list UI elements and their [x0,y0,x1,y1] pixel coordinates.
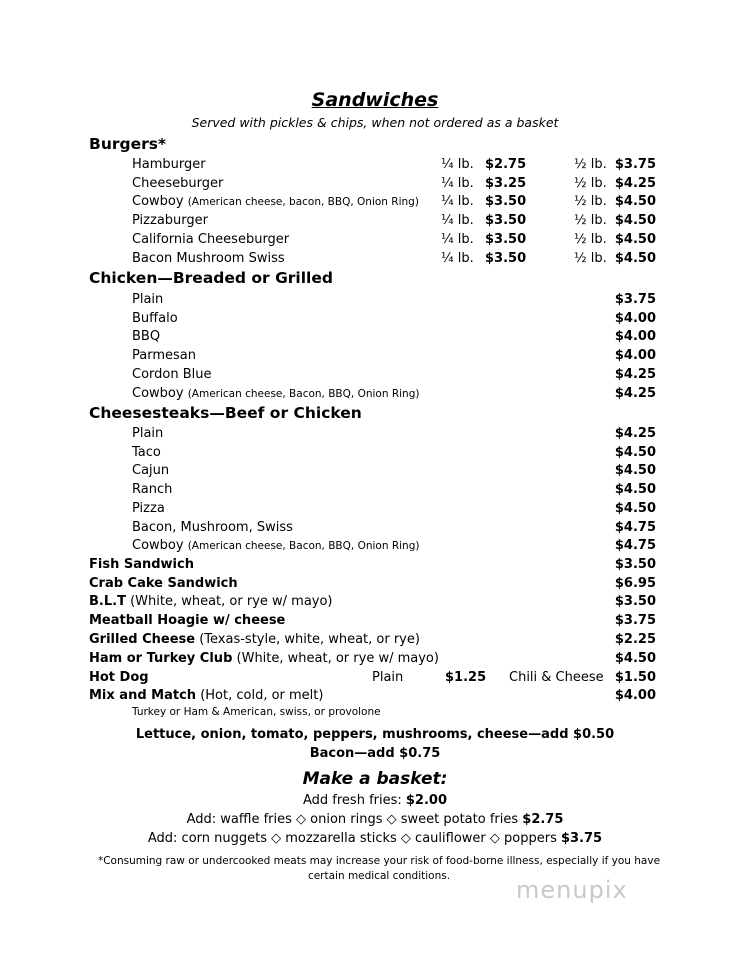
chicken-row-name [132,330,160,343]
chicken-row-price: $4.25 [614,385,656,401]
hot-dog-name: Hot Dog [89,670,149,685]
half-size-label: ½ lb. [574,250,607,266]
cheesesteak-row-price: $4.50 [614,463,656,479]
mix-match-name: Mix and Match [89,688,197,703]
sandwich-name [89,577,238,590]
chicken-row-price: $4.00 [614,329,656,345]
sandwich-name [89,633,420,646]
quarter-price: $2.75 [485,157,527,172]
cheesesteak-row-price: $4.50 [614,500,656,516]
chicken-row-price: $4.00 [614,348,656,364]
half-price: $4.50 [614,231,656,247]
sandwich-name [89,652,439,665]
basket-line-2-price: $2.75 [522,812,564,827]
burger-name [132,177,223,190]
chicken-row-name [132,368,212,381]
sandwich-price: $6.95 [614,575,656,591]
half-size-label: ½ lb. [574,213,607,229]
basket-line-3-price: $3.75 [560,831,603,846]
hot-dog-plain-price: $1.25 [445,670,487,685]
cheesesteak-row-price: $4.75 [614,538,656,554]
sandwich-price: $3.75 [614,613,656,629]
watermark: menupix [516,876,628,904]
page-title: Sandwiches [311,89,439,111]
sandwich-name-text: Meatball Hoagie w/ cheese [89,613,286,629]
cheesesteak-row-name-text: Ranch [132,482,173,498]
quarter-size-label: ¼ lb. [441,231,474,247]
burger-name-text: Hamburger [132,157,206,172]
quarter-size-label: ¼ lb. [441,250,474,266]
chicken-row-name-text: Parmesan [132,348,196,364]
section-heading-burgers: Burgers* [89,135,167,153]
cheesesteak-row-price: $4.50 [614,444,656,460]
chicken-row-price: $4.25 [614,366,656,382]
half-price: $3.75 [614,157,656,172]
sandwich-name-text: Ham or Turkey Club [89,650,233,666]
chicken-row-name-text: Cordon Blue [132,366,212,382]
quarter-size-label: ¼ lb. [441,175,474,191]
chicken-row-name [132,387,419,400]
burger-note: (American cheese, bacon, BBQ, Onion Ring) [187,196,419,209]
cheesesteak-row-price: $4.75 [614,519,656,535]
sandwich-name [89,558,194,571]
basket-line-1-text: Add fresh fries: [302,793,406,808]
half-size-label: ½ lb. [574,194,607,210]
section-heading-chicken: Chicken—Breaded or Grilled [89,269,333,287]
page-subtitle: Served with pickles & chips, when not ordered as a basket [191,115,559,130]
chicken-row-name [132,312,178,325]
half-size-label: ½ lb. [574,231,607,247]
cheesesteak-row-name [132,539,419,552]
quarter-size-label: ¼ lb. [441,213,474,229]
sandwich-name-text: B.L.T [89,594,126,610]
sandwich-price: $3.50 [614,557,656,572]
chicken-row-price: $4.00 [614,310,656,326]
half-price: $4.50 [614,250,656,266]
cheesesteak-row-name-text: Pizza [132,500,165,516]
mix-match-text [89,689,323,702]
quarter-price: $3.25 [485,175,527,191]
sandwich-name [89,614,285,627]
burger-name [132,214,208,227]
basket-line-1-price: $2.00 [405,793,448,808]
cheesesteak-row-price: $4.50 [614,482,656,498]
quarter-price: $3.50 [485,194,527,210]
burger-name-text: Cheeseburger [132,175,224,191]
disclaimer: *Consuming raw or undercooked meats may increase your risk of food-borne illness, especially if you have certain medical conditions. [97,855,661,883]
quarter-price: $3.50 [485,231,527,247]
chicken-row-price: $3.75 [614,292,656,307]
chicken-row-name-text: Buffalo [132,310,178,326]
burger-name [132,158,206,171]
half-size-label: ½ lb. [574,175,607,191]
cheesesteak-row-price: $4.25 [614,426,656,441]
addons-line-1: Lettuce, onion, tomato, peppers, mushrooms, cheese—add $0.50 [135,727,615,742]
cheesesteak-row-note: (American cheese, Bacon, BBQ, Onion Ring) [187,540,420,553]
basket-line-2 [0,813,750,826]
sandwich-name-text: Grilled Cheese [89,631,196,647]
half-price: $4.50 [614,213,656,229]
basket-line-3-text: Add: corn nuggets ◇ mozzarella sticks ◇ cauliflower ◇ poppers [147,831,561,846]
sandwich-name-text: Fish Sandwich [89,557,194,572]
cheesesteak-row-name [132,427,163,440]
cheesesteak-row-name-text: Bacon, Mushroom, Swiss [132,519,293,535]
chicken-row-name [132,349,196,362]
section-heading-cheesesteaks: Cheesesteaks—Beef or Chicken [89,404,362,422]
half-price: $4.25 [614,175,656,191]
cheesesteak-row-name [132,521,293,534]
sandwich-detail: (Texas-style, white, wheat, or rye) [199,631,420,647]
burger-name [132,233,289,246]
half-price: $4.50 [614,194,656,210]
cheesesteak-row-name-text: Plain [132,426,164,441]
basket-line-2-text: Add: waffle fries ◇ onion rings ◇ sweet potato fries [186,812,523,827]
cheesesteak-row-name-text: Taco [132,444,161,460]
sandwich-detail: (White, wheat, or rye w/ mayo) [130,594,333,610]
basket-line-3 [0,832,750,845]
cheesesteak-row-name [132,502,165,515]
cheesesteak-row-name-text: Cowboy [132,538,184,554]
mix-match-sub: Turkey or Ham & American, swiss, or provolone [132,706,381,718]
cheesesteak-row-name [132,446,161,459]
chicken-row-note: (American cheese, Bacon, BBQ, Onion Ring) [187,387,420,400]
chicken-row-name [132,293,163,306]
addons-line-2: Bacon—add $0.75 [309,746,441,761]
chicken-row-name-text: BBQ [132,329,161,345]
cheesesteak-row-name [132,464,169,477]
burger-name [132,195,419,208]
burger-name-text: California Cheeseburger [132,231,290,247]
half-size-label: ½ lb. [574,157,607,172]
burger-name-text: Pizzaburger [132,213,208,229]
burger-name-text: Bacon Mushroom Swiss [132,250,285,266]
quarter-price: $3.50 [485,250,527,266]
cheesesteak-row-name-text: Cajun [132,463,170,479]
burger-name [132,252,285,265]
mix-match-detail: (Hot, cold, or melt) [200,688,324,703]
sandwich-name-text: Crab Cake Sandwich [89,575,238,591]
chicken-row-name-text: Plain [132,292,164,307]
sandwich-detail: (White, wheat, or rye w/ mayo) [236,650,439,666]
hot-dog-chili-price: $1.50 [614,670,656,685]
chicken-row-name-text: Cowboy [132,385,184,401]
hot-dog-chili-label: Chili & Cheese [509,670,604,685]
sandwich-price: $4.50 [614,650,656,666]
basket-title: Make a basket: [302,769,448,789]
sandwich-price: $2.25 [614,631,656,647]
sandwich-price: $3.50 [614,594,656,610]
cheesesteak-row-name [132,483,172,496]
sandwich-name [89,595,333,608]
quarter-size-label: ¼ lb. [441,157,474,172]
quarter-size-label: ¼ lb. [441,194,474,210]
mix-match-price: $4.00 [614,688,656,703]
burger-name-text: Cowboy [132,194,184,210]
quarter-price: $3.50 [485,213,527,229]
basket-line-1 [0,794,750,807]
hot-dog-plain-label: Plain [372,670,404,685]
